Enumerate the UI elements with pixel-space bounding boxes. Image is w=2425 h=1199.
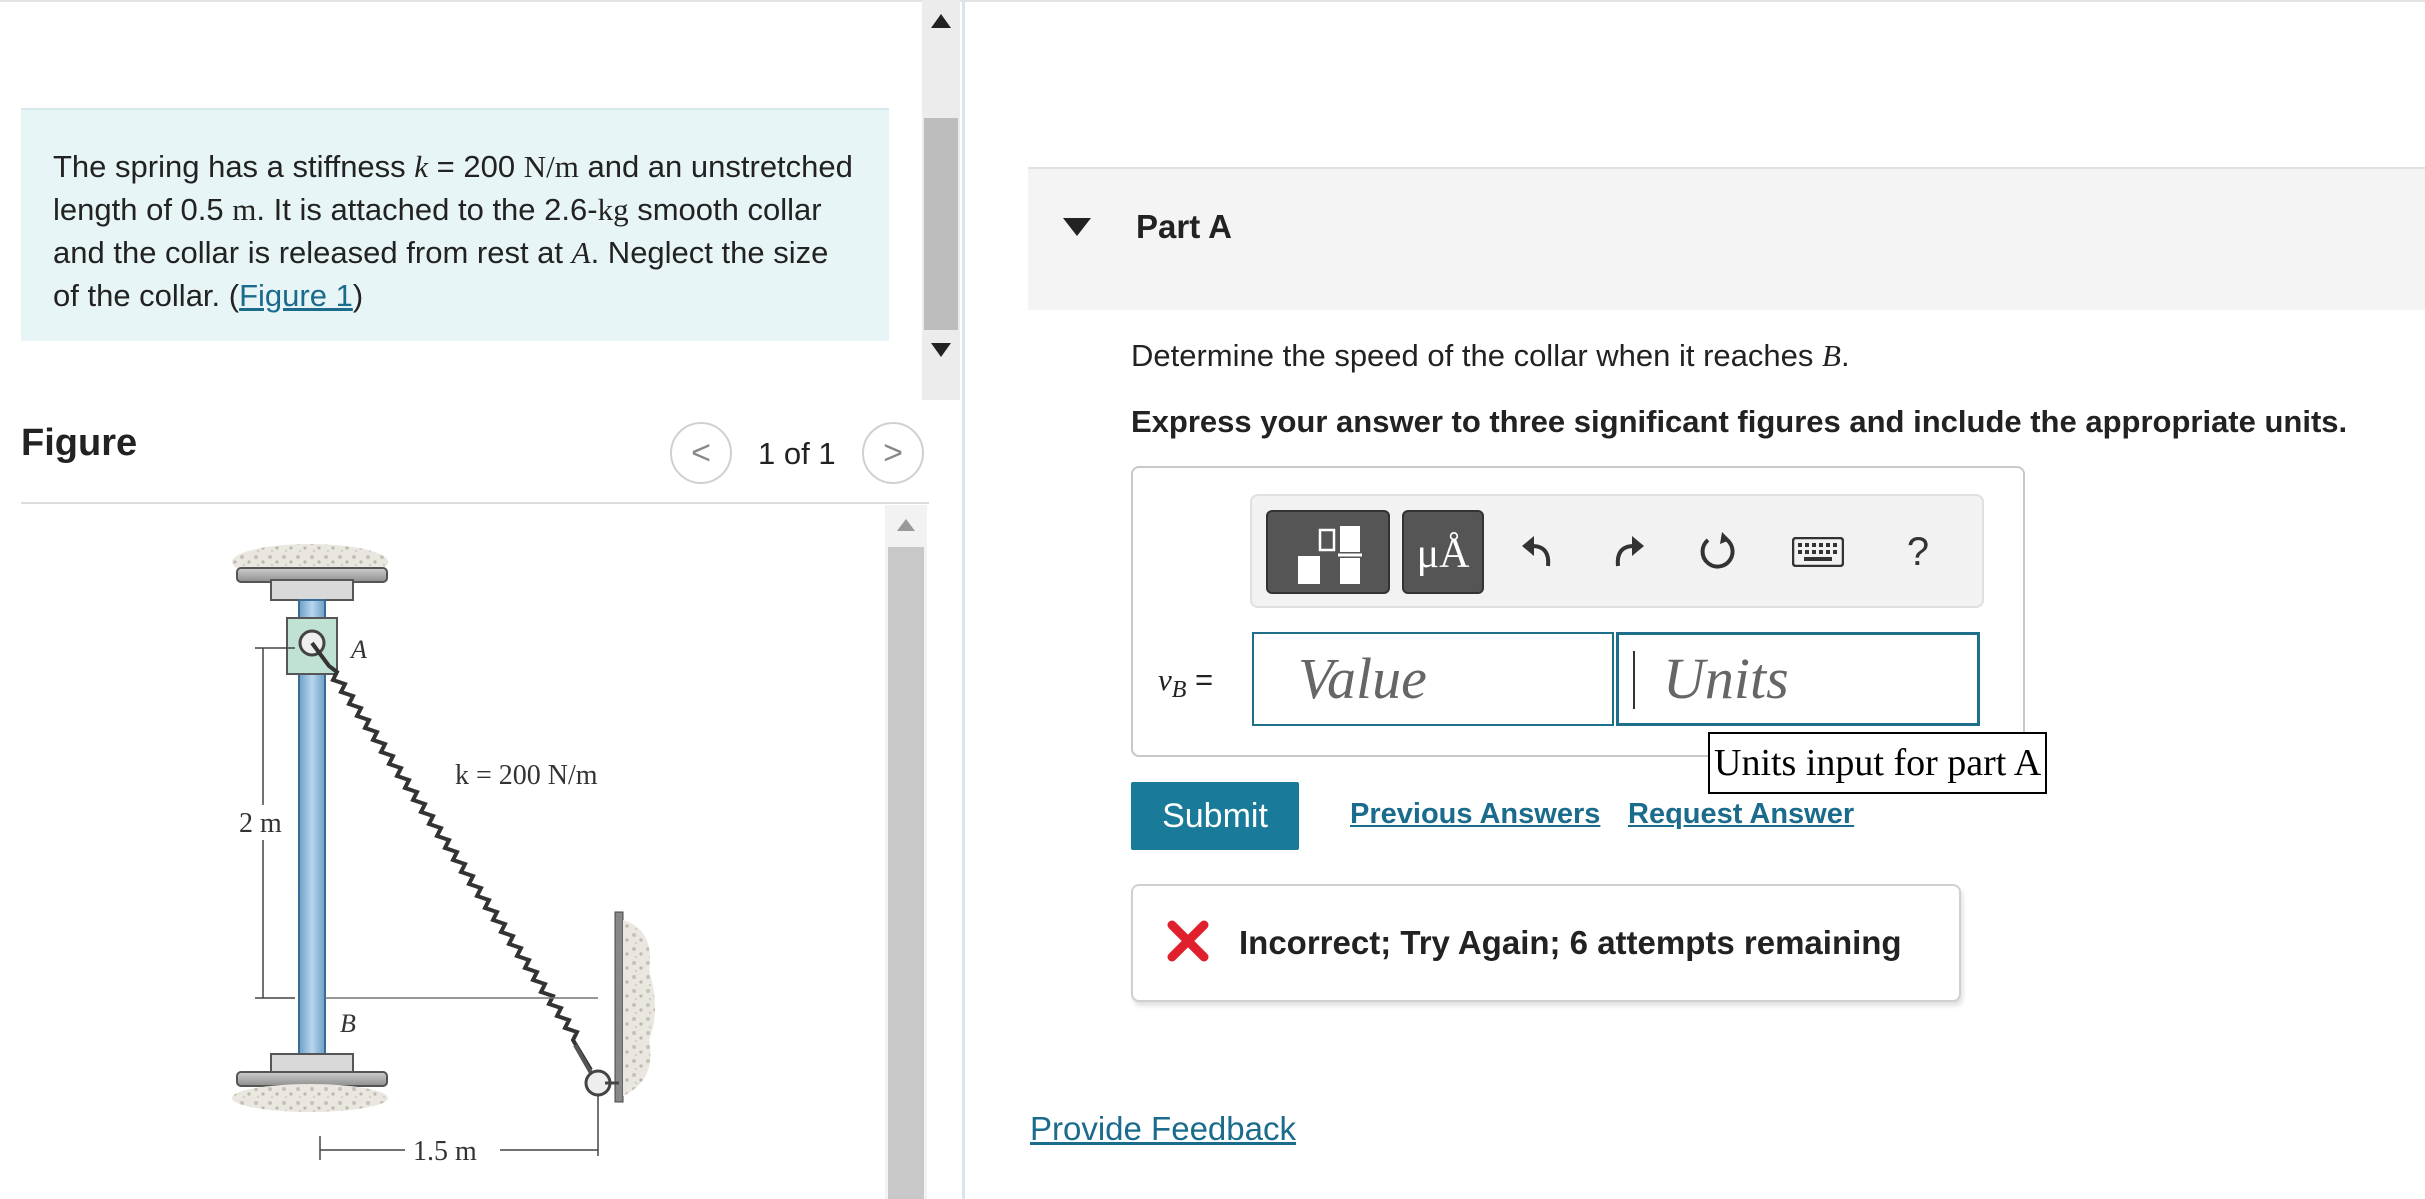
width-label: 1.5 m (413, 1136, 477, 1167)
scroll-up-icon[interactable] (897, 519, 915, 531)
figure-scroll-thumb[interactable] (888, 547, 924, 1199)
figure-prev-button[interactable] (670, 422, 732, 484)
bottom-support-plate (237, 1072, 387, 1086)
figure-title: Figure (21, 422, 138, 464)
units-tooltip: Units input for part A (1708, 732, 2047, 794)
answer-variable-subscript: B (1171, 677, 1187, 704)
question-text (1131, 338, 1850, 374)
reset-icon[interactable] (1692, 526, 1744, 578)
templates-button[interactable] (1266, 510, 1390, 594)
text-cursor (1633, 651, 1635, 709)
help-icon[interactable] (1892, 526, 1944, 578)
height-label: 2 m (239, 808, 282, 839)
problem-text-3: and an unstretched length of 0.5 (53, 149, 853, 227)
bottom-support-ground (232, 1084, 388, 1112)
chevron-right-icon: > (883, 433, 903, 472)
units-label: μÅ (1416, 531, 1470, 577)
redo-icon[interactable] (1602, 526, 1654, 578)
provide-feedback-link[interactable]: Provide Feedback (1030, 1110, 1296, 1147)
point-a-label: A (351, 635, 367, 664)
question-text-2: . (1840, 338, 1850, 373)
scroll-up-icon[interactable] (931, 14, 951, 28)
problem-text-2: = 200 (428, 149, 524, 184)
problem-text-4: . It is attached to the 2.6- (256, 192, 598, 227)
previous-answers-link[interactable]: Previous Answers (1350, 798, 1601, 830)
chevron-left-icon: < (691, 433, 711, 472)
scroll-down-icon[interactable] (931, 343, 951, 357)
help-label: ? (1906, 529, 1930, 574)
problem-text-7: ) (352, 278, 364, 313)
question-text-1: Determine the speed of the collar when it reaches (1131, 338, 1822, 373)
wall-support-ground (623, 920, 655, 1096)
spring (312, 643, 591, 1070)
figure-divider (21, 502, 929, 504)
point-b-symbol: B (1822, 338, 1841, 373)
keyboard-icon[interactable] (1792, 526, 1844, 578)
units-button[interactable] (1402, 510, 1484, 594)
figure-link[interactable]: Figure 1 (239, 278, 353, 313)
mass-unit: kg (597, 192, 629, 227)
part-a-header[interactable] (1028, 169, 2425, 310)
k-symbol: k (414, 149, 429, 184)
problem-text-1: The spring has a stiffness (53, 149, 415, 184)
submit-button[interactable]: Submit (1131, 782, 1299, 850)
wall-support-plate (615, 912, 623, 1102)
point-a-symbol: A (571, 235, 591, 270)
value-input[interactable]: Value (1252, 632, 1614, 726)
units-input[interactable] (1616, 632, 1980, 726)
problem-text-6: . Neglect the size of the collar. ( (53, 235, 829, 313)
problem-text-5: smooth collar and the collar is released from rest at (53, 192, 822, 270)
request-answer-link[interactable]: Request Answer (1628, 798, 1855, 830)
caret-down-icon[interactable] (1063, 218, 1091, 236)
templates-icon (1268, 512, 1388, 592)
problem-scroll-thumb[interactable] (924, 118, 958, 330)
pane-divider (962, 0, 965, 1199)
answer-variable-symbol: v (1158, 662, 1172, 697)
top-support-cap (271, 580, 353, 600)
feedback-message: Incorrect; Try Again; 6 attempts remaining (1239, 924, 1902, 961)
part-title: Part A (1136, 208, 1232, 245)
math-toolbar (1250, 494, 1984, 608)
length-unit: m (232, 192, 257, 227)
figure-next-button[interactable] (862, 422, 924, 484)
incorrect-x-icon (1165, 918, 1211, 964)
problem-statement (21, 108, 889, 341)
instruction-text: Express your answer to three significant figures and include the appropriate units. (1131, 404, 2348, 439)
answer-variable-label (1158, 662, 1213, 704)
feedback-box (1131, 884, 1961, 1002)
figure-scrollbar[interactable] (885, 505, 927, 1199)
problem-scrollbar[interactable] (922, 0, 960, 400)
left-pane (0, 0, 960, 1199)
spring-stiffness-label: k = 200 N/m (455, 760, 598, 791)
point-b-label: B (340, 1009, 356, 1038)
figure-diagram (225, 540, 685, 1180)
undo-icon[interactable] (1512, 526, 1564, 578)
units-placeholder: Units (1663, 646, 1789, 711)
answer-equals: = (1186, 662, 1214, 697)
figure-counter: 1 of 1 (758, 436, 836, 471)
k-unit: N/m (523, 149, 579, 184)
